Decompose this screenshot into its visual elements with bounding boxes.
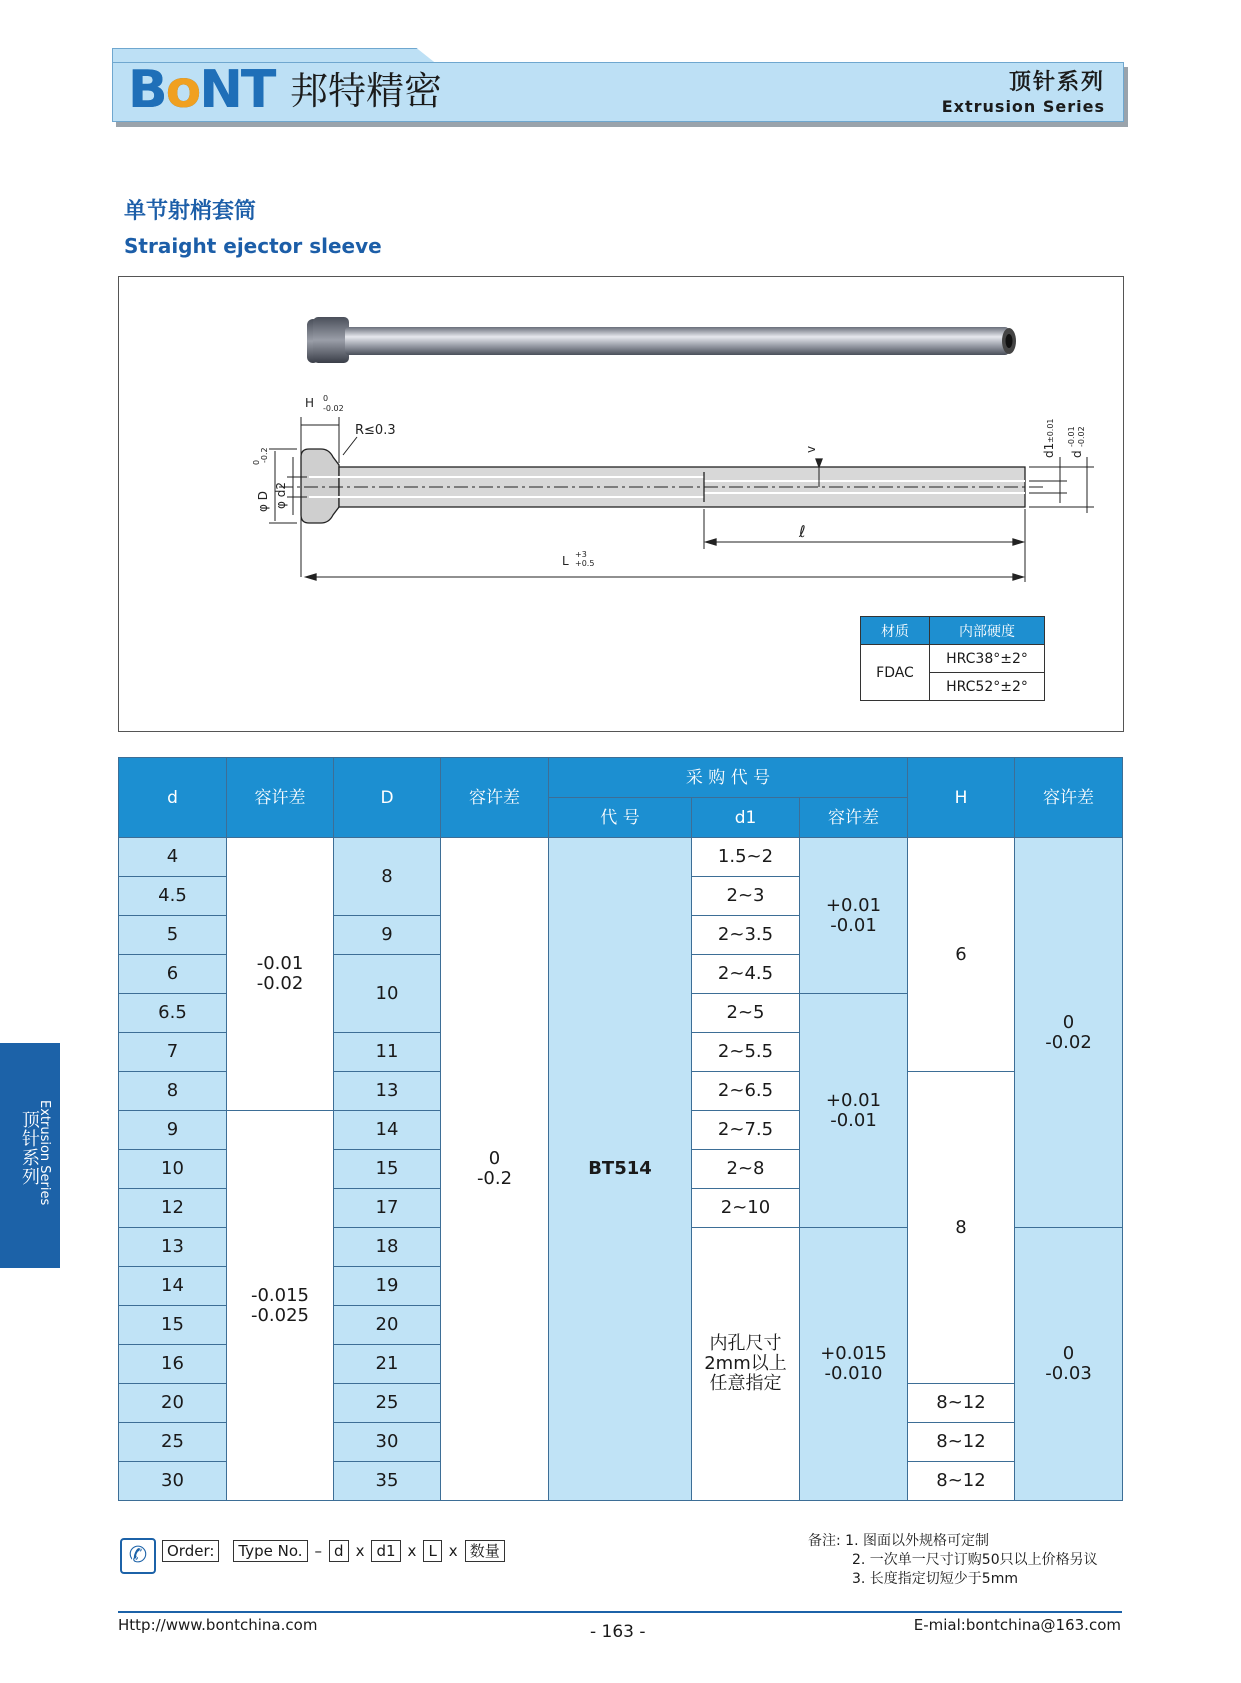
cell-d: 6.5 xyxy=(119,994,227,1033)
order-L: L xyxy=(423,1540,441,1562)
cell-d: 4.5 xyxy=(119,877,227,916)
cell-d1: 2~3.5 xyxy=(692,916,800,955)
label-L: L xyxy=(562,554,569,568)
cell-d1: 1.5~2 xyxy=(692,838,800,877)
material-value: FDAC xyxy=(861,645,930,701)
cell-H-c: 8~12 xyxy=(908,1423,1015,1462)
sleeve-section-drawing xyxy=(269,417,1094,582)
series-title-en: Extrusion Series xyxy=(941,97,1105,116)
label-d1: d1 xyxy=(1042,442,1056,458)
footer-url[interactable]: Http://www.bontchina.com xyxy=(118,1616,318,1634)
cell-d1-tolerance-a: +0.01 -0.01 xyxy=(800,838,908,994)
label-v: v xyxy=(804,445,818,453)
header-H: H xyxy=(908,758,1015,838)
header-H-tolerance: 容许差 xyxy=(1015,758,1123,838)
cell-D: 11 xyxy=(334,1033,441,1072)
notes-prefix: 备注: xyxy=(808,1533,841,1549)
cell-H-c: 8~12 xyxy=(908,1384,1015,1423)
svg-text:-0.02: -0.02 xyxy=(323,404,344,413)
cell-D: 19 xyxy=(334,1267,441,1306)
label-d2: φ d2 xyxy=(274,482,288,509)
cell-code: BT514 xyxy=(549,838,692,1501)
order-type-no: Type No. xyxy=(233,1540,307,1562)
header-code: 代 号 xyxy=(549,798,692,838)
svg-text:+0.5: +0.5 xyxy=(575,559,595,568)
cell-d1: 2~5.5 xyxy=(692,1033,800,1072)
notes xyxy=(808,1532,1098,1589)
cell-D: 30 xyxy=(334,1423,441,1462)
label-R: R≤0.3 xyxy=(355,423,396,438)
svg-text:+3: +3 xyxy=(575,550,587,559)
note-1: 1. 图面以外规格可定制 xyxy=(845,1533,989,1549)
cell-d1: 2~10 xyxy=(692,1189,800,1228)
footer-email[interactable]: E-mial:bontchina@163.com xyxy=(913,1616,1121,1634)
phone-icon: ✆ xyxy=(120,1538,156,1574)
order-label: Order: xyxy=(162,1540,219,1562)
cell-D: 17 xyxy=(334,1189,441,1228)
hardness-header: 内部硬度 xyxy=(930,617,1045,645)
cell-D: 10 xyxy=(334,955,441,1033)
cell-H-b: 8 xyxy=(908,1072,1015,1384)
label-H: H xyxy=(305,396,315,410)
header-d1-tolerance: 容许差 xyxy=(800,798,908,838)
cell-D: 15 xyxy=(334,1150,441,1189)
cell-D: 35 xyxy=(334,1462,441,1501)
cell-d: 8 xyxy=(119,1072,227,1111)
header-d-tolerance: 容许差 xyxy=(227,758,334,838)
spec-table xyxy=(118,757,1123,1501)
cell-D: 9 xyxy=(334,916,441,955)
svg-text:-0.02: -0.02 xyxy=(1077,426,1086,447)
cell-H-a: 6 xyxy=(908,838,1015,1072)
cell-d1: 2~6.5 xyxy=(692,1072,800,1111)
svg-text:±0.01: ±0.01 xyxy=(1046,418,1055,443)
label-l: ℓ xyxy=(799,522,806,541)
order-d: d xyxy=(329,1540,349,1562)
cell-d1: 2~3 xyxy=(692,877,800,916)
svg-text:0: 0 xyxy=(252,459,261,465)
cell-d: 15 xyxy=(119,1306,227,1345)
cell-H-tolerance-b: 0 -0.03 xyxy=(1015,1228,1123,1501)
header-d1: d1 xyxy=(692,798,800,838)
cell-d: 10 xyxy=(119,1150,227,1189)
cell-d1: 2~8 xyxy=(692,1150,800,1189)
cell-D: 20 xyxy=(334,1306,441,1345)
note-2: 2. 一次单一尺寸订购50只以上价格另议 xyxy=(852,1552,1098,1568)
header-D: D xyxy=(334,758,441,838)
product-title-cn: 单节射梢套筒 xyxy=(124,199,257,224)
series-title-cn: 顶针系列 xyxy=(1008,70,1105,95)
cell-D: 25 xyxy=(334,1384,441,1423)
cell-d: 20 xyxy=(119,1384,227,1423)
cell-d: 25 xyxy=(119,1423,227,1462)
brand-logo: BoNT xyxy=(128,60,275,120)
cell-d: 6 xyxy=(119,955,227,994)
hardness-value-1: HRC38°±2° xyxy=(930,645,1045,673)
cell-H-c: 8~12 xyxy=(908,1462,1015,1501)
cell-d1: 2~7.5 xyxy=(692,1111,800,1150)
order-qty: 数量 xyxy=(465,1540,505,1562)
order-format: Order: Type No. – d x d1 x L x 数量 xyxy=(162,1540,505,1562)
cell-D: 13 xyxy=(334,1072,441,1111)
cell-D: 18 xyxy=(334,1228,441,1267)
page-number: - 163 - xyxy=(590,1622,646,1642)
material-table xyxy=(860,616,1045,701)
cell-D: 21 xyxy=(334,1345,441,1384)
cell-d1: 2~4.5 xyxy=(692,955,800,994)
cell-d-tolerance-a: -0.01 -0.02 xyxy=(227,838,334,1111)
sleeve-photo xyxy=(307,317,1016,363)
cell-d1-tolerance-b: +0.01 -0.01 xyxy=(800,994,908,1228)
brand-name-cn: 邦特精密 xyxy=(290,69,443,113)
footer-divider xyxy=(118,1611,1122,1613)
svg-text:-0.01: -0.01 xyxy=(1067,426,1076,447)
svg-text:-0.2: -0.2 xyxy=(260,447,269,463)
side-tab-cn: 顶针系列 xyxy=(19,1110,40,1186)
svg-text:0: 0 xyxy=(323,394,329,403)
product-title-en: Straight ejector sleeve xyxy=(124,234,382,258)
cell-D: 14 xyxy=(334,1111,441,1150)
cell-d: 16 xyxy=(119,1345,227,1384)
cell-d: 14 xyxy=(119,1267,227,1306)
note-3: 3. 长度指定切短少于5mm xyxy=(852,1571,1018,1587)
hardness-value-2: HRC52°±2° xyxy=(930,673,1045,701)
side-tab-en: Extrusion Series xyxy=(37,1100,52,1206)
label-D: φ D xyxy=(256,491,270,512)
label-d: d xyxy=(1070,450,1084,458)
cell-d-tolerance-b: -0.015 -0.025 xyxy=(227,1111,334,1501)
header-purchase-code: 采 购 代 号 xyxy=(549,758,908,798)
cell-d: 13 xyxy=(119,1228,227,1267)
cell-H-tolerance-a: 0 -0.02 xyxy=(1015,838,1123,1228)
material-header: 材质 xyxy=(861,617,930,645)
cell-d: 4 xyxy=(119,838,227,877)
cell-D: 8 xyxy=(334,838,441,916)
cell-d: 9 xyxy=(119,1111,227,1150)
order-d1: d1 xyxy=(371,1540,400,1562)
cell-d1: 2~5 xyxy=(692,994,800,1033)
cell-d: 30 xyxy=(119,1462,227,1501)
header-d: d xyxy=(119,758,227,838)
cell-d1-custom: 内孔尺寸 2mm以上 任意指定 xyxy=(692,1228,800,1501)
header-D-tolerance: 容许差 xyxy=(441,758,549,838)
cell-d: 7 xyxy=(119,1033,227,1072)
cell-D-tolerance: 0 -0.2 xyxy=(441,838,549,1501)
cell-d1-tolerance-c: +0.015 -0.010 xyxy=(800,1228,908,1501)
cell-d: 5 xyxy=(119,916,227,955)
cell-d: 12 xyxy=(119,1189,227,1228)
